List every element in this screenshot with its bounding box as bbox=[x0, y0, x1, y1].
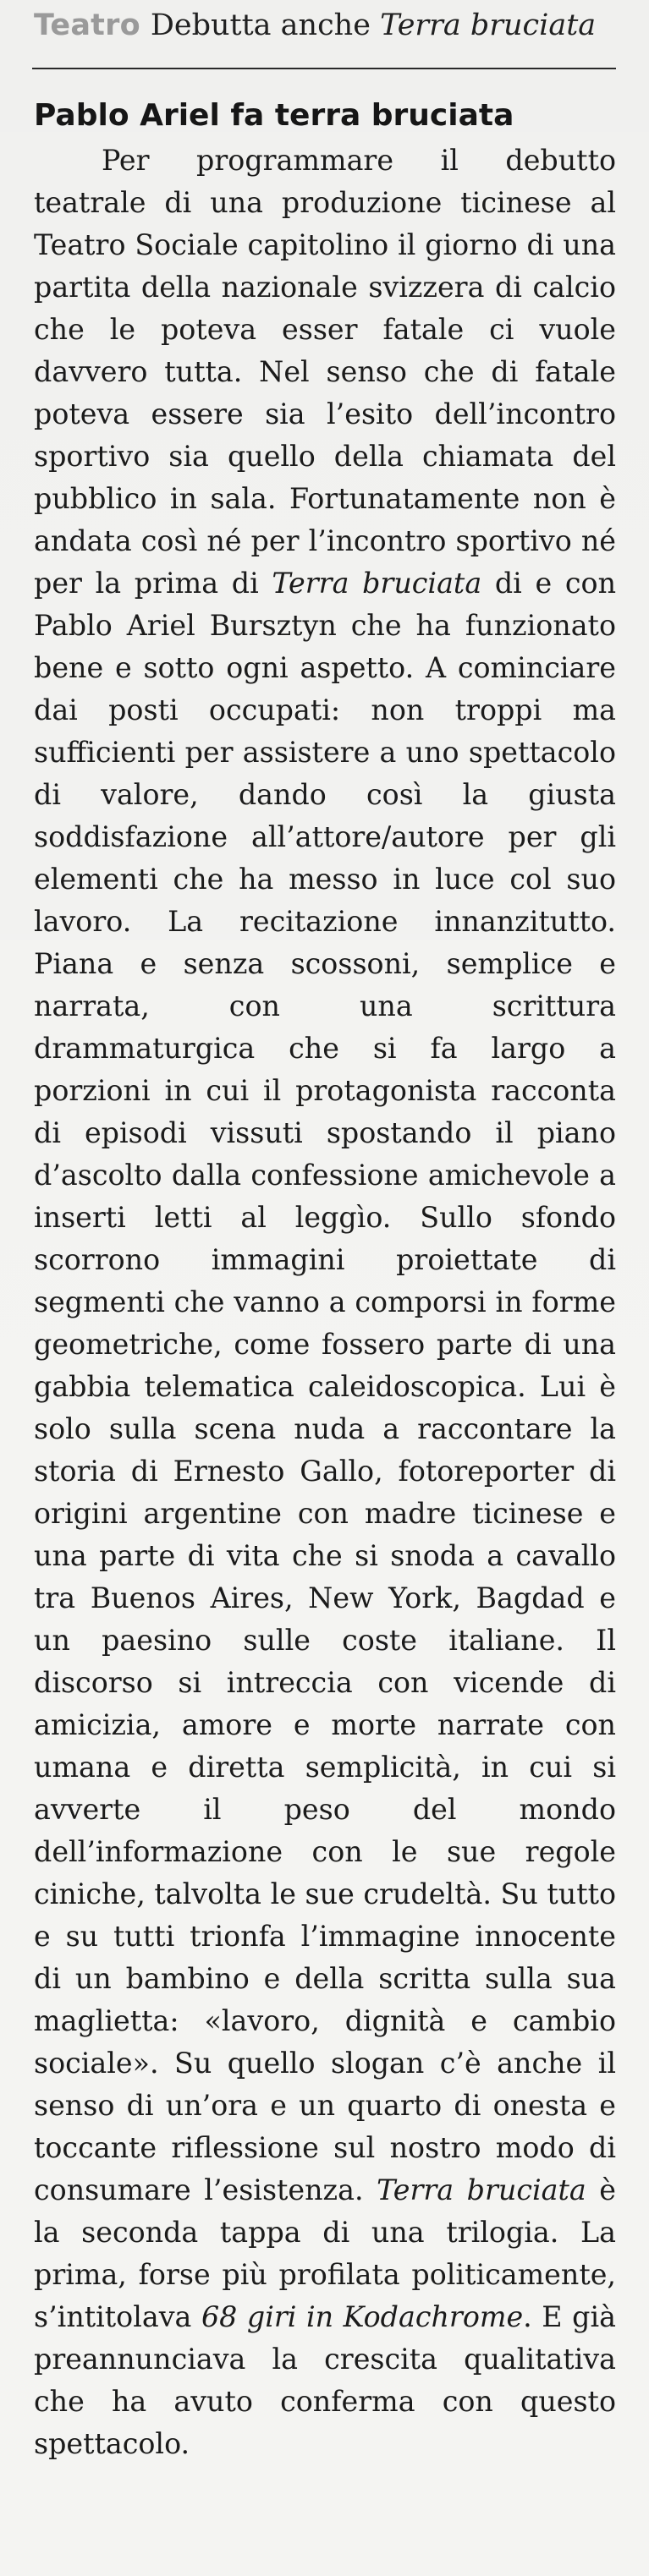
topline-plain: Debutta anche bbox=[150, 8, 371, 42]
article-paragraph bbox=[34, 140, 616, 2465]
article-body bbox=[34, 140, 616, 2465]
section-kicker: Teatro bbox=[34, 8, 140, 42]
body-text-4: . E già preannunciava la crescita qualitativa che ha avuto conferma con questo spettacolo. bbox=[34, 2300, 616, 2460]
topline bbox=[151, 8, 596, 42]
header-rule bbox=[32, 68, 616, 69]
body-text-2: di e con Pablo Ariel Bursztyn che ha funzionato bene e sotto ogni aspetto. A cominciare dai posti occupati: non troppi ma sufficienti per assistere a uno spettacolo di valore, dando così la giusta soddisfazione all’attore/autore per gli elementi che ha messo in luce col suo lavoro. La recitazione innanzitutto. Piana e senza scossoni, semplice e narrata, con una scrittura drammaturgica che si fa largo a porzioni in cui il protagonista racconta di episodi vissuti spostando il piano d’ascolto dalla confessione amichevole a inserti letti al leggìo. Sullo sfondo scorrono immagini proiettate di segmenti che vanno a comporsi in forme geometriche, come fossero parte di una gabbia telematica caleidoscopica. Lui è solo sulla scena nuda a raccontare la storia di Ernesto Gallo, fotoreporter di origini argentine con madre ticinese e una parte di vita che si snoda a cavallo tra Buenos Aires, New York, Bagdad e un paesino sulle coste italiane. Il discorso si intreccia con vicende di amicizia, amore e morte narrate con umana e diretta semplicità, in cui si avverte il peso del mondo dell’informazione con le sue regole ciniche, talvolta le sue crudeltà. Su tutto e su tutti trionfa l’immagine innocente di un bambino e della scritta sulla sua maglietta: «lavoro, dignità e cambio sociale». Su quello slogan c’è anche il senso di un’ora e un quarto di onesta e toccante riflessione sul nostro modo di consumare l’esistenza. bbox=[34, 567, 617, 2206]
body-text-3: è la seconda tappa di una trilogia. La prima, forse più profilata politicamente, s’intitolava bbox=[34, 2173, 617, 2333]
body-italic-2: Terra bruciata bbox=[377, 2173, 586, 2206]
article-headline: Pablo Ariel fa terra bruciata bbox=[34, 98, 514, 133]
body-italic-3: 68 giri in Kodachrome bbox=[201, 2300, 524, 2333]
topline-italic: Terra bruciata bbox=[380, 8, 597, 42]
body-text-1: Per programmare il debutto teatrale di una produzione ticinese al Teatro Sociale capitolino il giorno di una partita della nazionale svizzera di calcio che le poteva esser fatale ci vuole davvero tutta. Nel senso che di fatale poteva essere sia l’esito dell’incontro sportivo sia quello della chiamata del pubblico in sala. Fortunatamente non è andata così né per l’incontro sportivo né per la prima di bbox=[34, 144, 616, 600]
article-header bbox=[34, 8, 641, 63]
body-italic-1: Terra bruciata bbox=[272, 567, 482, 600]
